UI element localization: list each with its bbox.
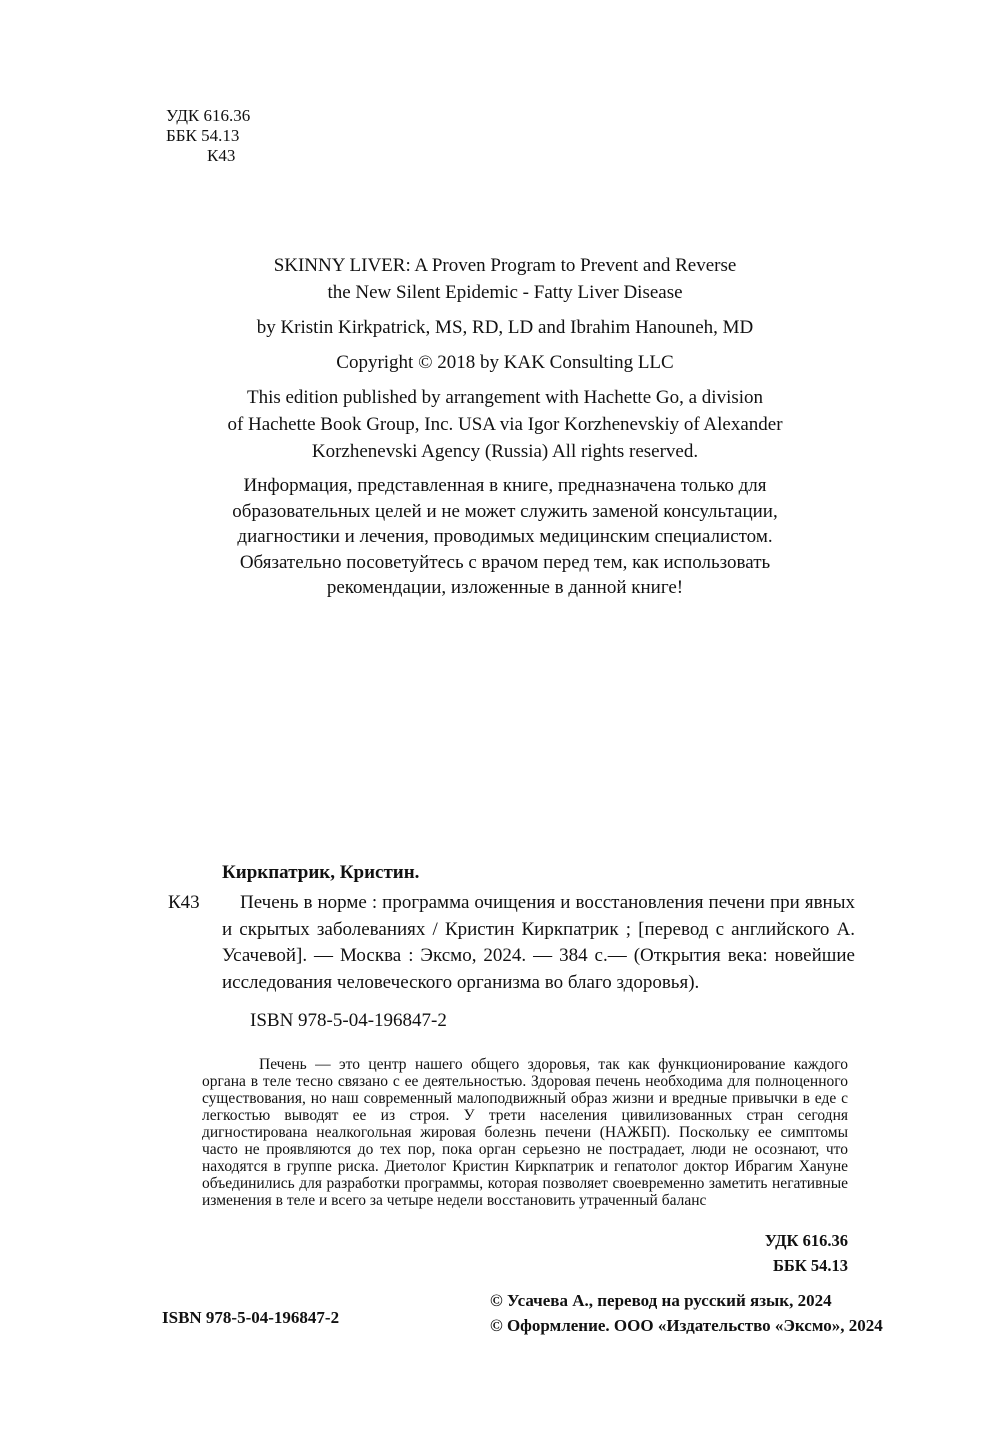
footer-copyright-line-1: © Усачева А., перевод на русский язык, 2024 [490, 1291, 832, 1310]
catalog-author-heading: Киркпатрик, Кристин. [222, 862, 420, 883]
catalog-isbn: ISBN 978-5-04-196847-2 [250, 1010, 447, 1031]
catalog-description-text: Печень в норме : программа очищения и восстановления печени при явных и скрытых заболеваниях / Кристин Киркпатрик ; [перевод с английского А. Усачевой]. — Москва : Эксмо, 2024. — 384 с.— (Открытия века: новейшие исследования человеческого организма во благо здоровья). [222, 892, 855, 993]
edition-line-1: This edition published by arrangement with Hachette Go, a division [246, 387, 764, 408]
original-authors [150, 314, 860, 341]
copyright-notice [150, 349, 860, 376]
copyright-notice-line: Copyright © 2018 by KAK Consulting LLC [336, 352, 674, 373]
edition-line-2: of Hachette Book Group, Inc. USA via Igor Korzhenevskiy of Alexander [227, 414, 783, 435]
annotation-udk-code: УДК 616.36 [764, 1231, 848, 1250]
classification-codes [166, 106, 250, 166]
disclaimer-line-3: диагностики и лечения, проводимых медицинским специалистом. [237, 526, 773, 547]
catalog-card-code: К43 [168, 892, 200, 913]
edition-arrangement [150, 384, 860, 465]
disclaimer-line-1: Информация, представленная в книге, предназначена только для [243, 475, 767, 496]
original-authors-line: by Kristin Kirkpatrick, MS, RD, LD and Ibrahim Hanouneh, MD [256, 317, 754, 338]
catalog-description [168, 890, 855, 996]
original-title [150, 252, 860, 306]
author-sign-code: К43 [207, 146, 236, 165]
disclaimer-line-5: рекомендации, изложенные в данной книге! [326, 577, 684, 598]
disclaimer-line-2: образовательных целей и не может служить заменой консультации, [232, 500, 778, 522]
medical-disclaimer [150, 473, 860, 601]
footer-isbn: ISBN 978-5-04-196847-2 [162, 1308, 340, 1327]
footer-copyright-line-2: © Оформление. ООО «Издательство «Эксмо», 2024 [490, 1316, 883, 1335]
edition-line-3: Korzhenevski Agency (Russia) All rights reserved. [311, 441, 699, 462]
disclaimer-line-4: Обязательно посоветуйтесь с врачом перед тем, как использовать [239, 551, 771, 573]
original-title-line-2: the New Silent Epidemic - Fatty Liver Disease [327, 282, 683, 303]
footer-copyright-block [490, 1288, 883, 1338]
annotation-paragraph: Печень — это центр нашего общего здоровья, так как функционирование каждого органа в теле тесно связано с ее деятельностью. Здоровая печень необходима для полноценного существования, но наш современный малоподвижный образ жизни и вредные привычки в еде с легкостью выводят ее из строя. У трети населения цивилизованных стран сегодня дигностирована неалкогольная жировая болезнь печени (НАЖБП). Поскольку ее симптомы часто не проявляются до тех пор, пока орган серьезно не пострадает, люди не осознают, что находятся в группе риска. Диетолог Кристин Киркпатрик и гепатолог доктор Ибрагим Хануне объединились для разработки программы, которая позволяет своевременно заметить негативные изменения в теле и всего за четыре недели восстановить утраченный баланс [202, 1056, 848, 1209]
udk-code: УДК 616.36 [166, 106, 251, 125]
annotation-classification-codes [202, 1228, 848, 1278]
original-title-line-1: SKINNY LIVER: A Proven Program to Prevent and Reverse [273, 255, 737, 276]
library-catalog-card [168, 860, 855, 1034]
annotation-bbk-code: ББК 54.13 [772, 1256, 848, 1275]
bbk-code: ББК 54.13 [166, 126, 240, 145]
imprint-center-block [150, 252, 860, 601]
